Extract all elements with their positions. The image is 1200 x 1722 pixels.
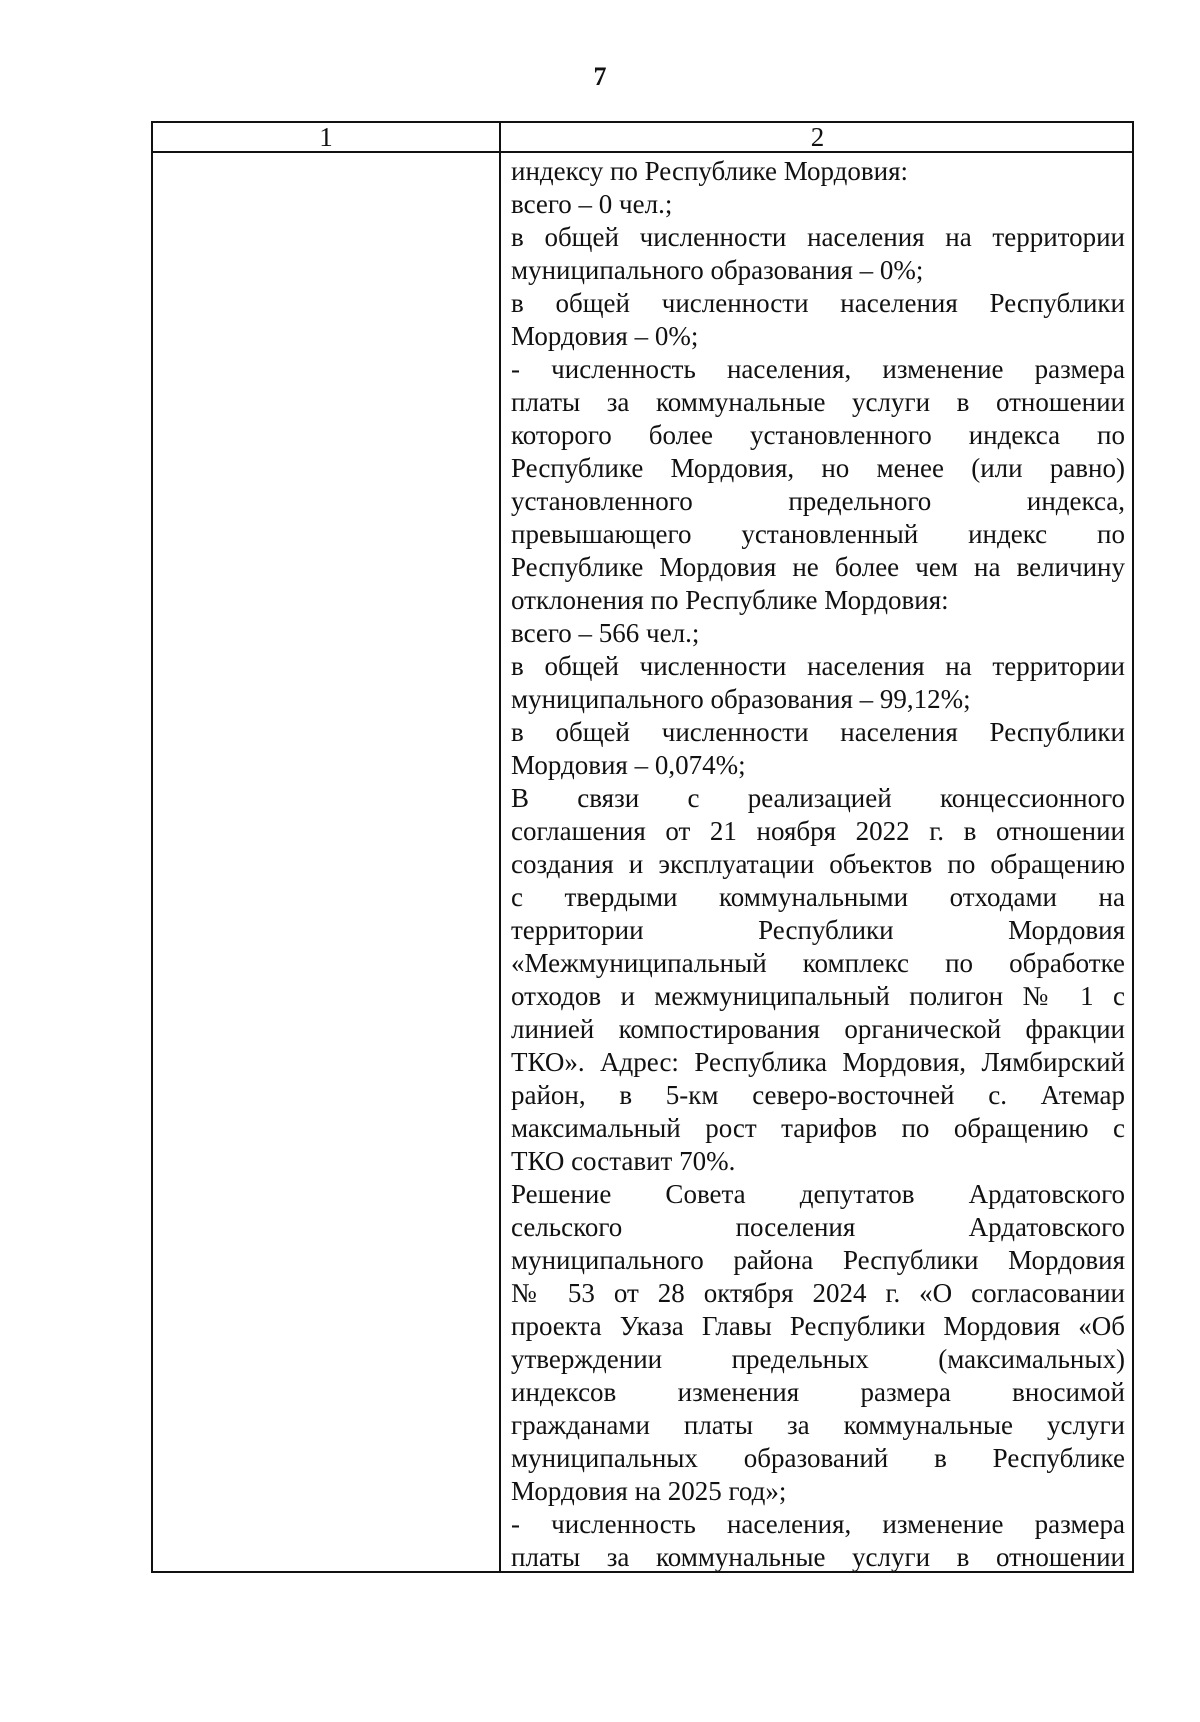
text-line: муниципального образования – 99,12%;	[511, 684, 971, 714]
text-line: Республике Мордовия, но менее (или равно)	[511, 453, 1125, 483]
text-line: индексов изменения размера вносимой	[511, 1377, 1125, 1407]
text-line: индексу по Республике Мордовия:	[511, 156, 909, 186]
text-line: гражданами платы за коммунальные услуги	[511, 1410, 1125, 1440]
text-line: Мордовия на 2025 год»;	[511, 1476, 787, 1506]
page-number: 7	[593, 62, 607, 91]
column-2-content	[511, 155, 1125, 1574]
text-line: проекта Указа Главы Республики Мордовия «Об	[511, 1311, 1125, 1341]
text-line: максимальный рост тарифов по обращению с	[511, 1113, 1125, 1143]
text-line: Мордовия – 0%;	[511, 321, 699, 351]
text-line: муниципального района Республики Мордовия	[511, 1245, 1125, 1275]
text-line: Республике Мордовия не более чем на величину	[511, 552, 1125, 582]
column-header-1: 1	[319, 122, 333, 152]
table-header-row	[153, 123, 1132, 153]
text-line: линией компостирования органической фракции	[511, 1014, 1125, 1044]
text-line: в общей численности населения на территории	[511, 222, 1125, 252]
text-line: муниципальных образований в Республике	[511, 1443, 1125, 1473]
text-line: превышающего установленный индекс по	[511, 519, 1125, 549]
text-line: В связи с реализацией концессионного	[511, 783, 1125, 813]
text-line: Решение Совета депутатов Ардатовского	[511, 1179, 1125, 1209]
text-line: муниципального образования – 0%;	[511, 255, 924, 285]
text-line: всего – 566 чел.;	[511, 618, 700, 648]
text-line: - численность населения, изменение размера	[511, 1509, 1125, 1539]
text-line: ТКО». Адрес: Республика Мордовия, Лямбирский	[511, 1047, 1125, 1077]
text-line: территории Республики Мордовия	[511, 915, 1125, 945]
text-line: отходов и межмуниципальный полигон № 1 с	[511, 981, 1125, 1011]
text-line: № 53 от 28 октября 2024 г. «О согласовании	[511, 1278, 1125, 1308]
text-line: создания и эксплуатации объектов по обращению	[511, 849, 1125, 879]
text-line: сельского поселения Ардатовского	[511, 1212, 1125, 1242]
text-line: отклонения по Республике Мордовия:	[511, 585, 949, 615]
column-header-2: 2	[810, 122, 825, 152]
text-line: платы за коммунальные услуги в отношении	[511, 387, 1125, 417]
column-divider	[499, 123, 501, 1571]
text-line: район, в 5-км северо-восточней с. Атемар	[511, 1080, 1125, 1110]
text-line: утверждении предельных (максимальных)	[511, 1344, 1125, 1374]
text-line: - численность населения, изменение размера	[511, 354, 1125, 384]
text-line: в общей численности населения Республики	[511, 717, 1125, 747]
text-line: в общей численности населения Республики	[511, 288, 1125, 318]
text-line: Мордовия – 0,074%;	[511, 750, 746, 780]
text-line: платы за коммунальные услуги в отношении	[511, 1542, 1125, 1572]
text-line: «Межмуниципальный комплекс по обработке	[511, 948, 1125, 978]
text-line: с твердыми коммунальными отходами на	[511, 882, 1125, 912]
text-line: в общей численности населения на территории	[511, 651, 1125, 681]
text-line: ТКО составит 70%.	[511, 1146, 736, 1176]
text-line: соглашения от 21 ноября 2022 г. в отношении	[511, 816, 1125, 846]
text-line: установленного предельного индекса,	[511, 486, 1125, 516]
document-table	[151, 121, 1134, 1573]
text-line: всего – 0 чел.;	[511, 189, 673, 219]
text-line: которого более установленного индекса по	[511, 420, 1125, 450]
